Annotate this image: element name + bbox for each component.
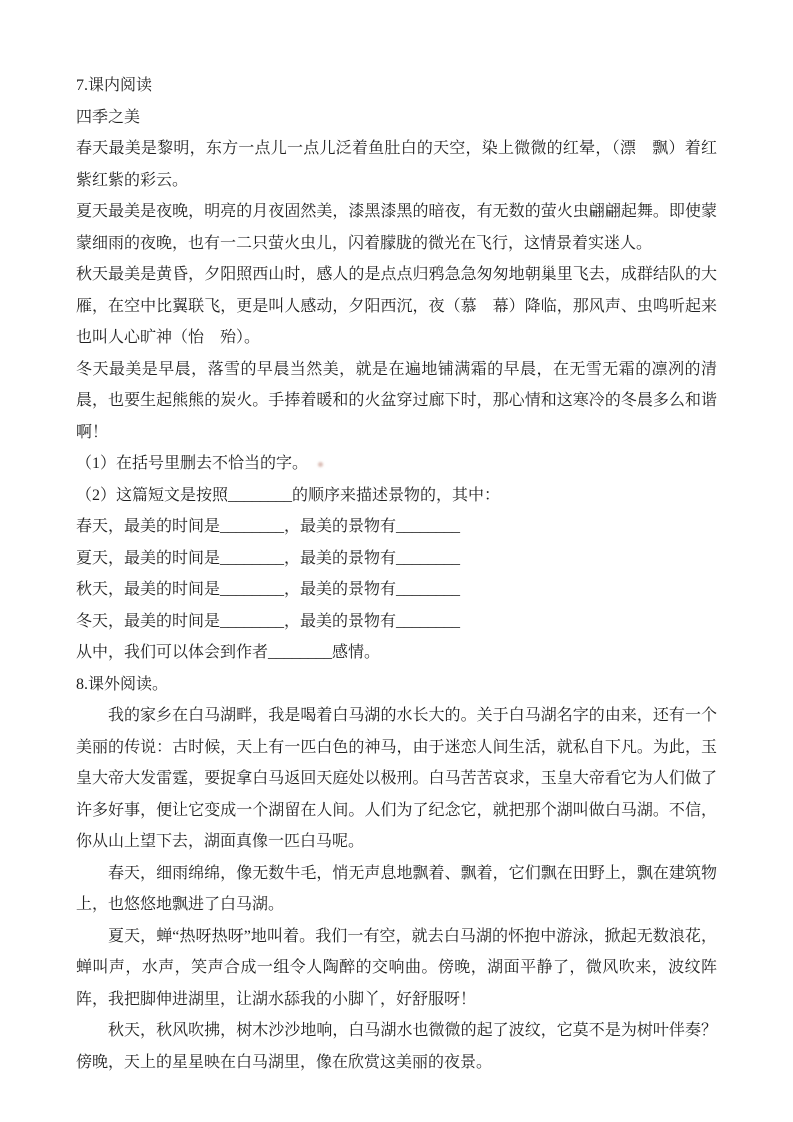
- section8-heading: 8.课外阅读。: [76, 675, 169, 693]
- passage-paragraph-winter: 冬天最美是早晨，落雪的早晨当然美，就是在遍地铺满霜的早晨，在无雪无霜的凛冽的清晨，也要生起熊熊的炭火。手捧着暖和的火盆穿过廊下时，那心情和这寒冷的冬晨多么和谐啊！: [76, 360, 717, 441]
- passage-paragraph-autumn: 秋天最美是黄昏，夕阳照西山时，感人的是点点归鸦急急匆匆地朝巢里飞去，成群结队的大雁，在空中比翼联飞，更是叫人感动，夕阳西沉，夜（慕 幕）降临，那风声、虫鸣听起来也叫人心旷神（怡 殆）。: [76, 266, 717, 346]
- lake-paragraph-autumn: 秋天，秋风吹拂，树木沙沙地响，白马湖水也微微的起了波纹，它莫不是为树叶伴奏？傍晚，天上的星星映在白马湖里，像在欣赏这美丽的夜景。: [76, 1022, 717, 1071]
- passage-title: 四季之美: [76, 108, 141, 126]
- blank-line-spring: 春天，最美的时间是________，最美的景物有________: [76, 518, 461, 535]
- lake-paragraph-legend: 我的家乡在白马湖畔，我是喝着白马湖的水长大的。关于白马湖名字的由来，还有一个美丽的传说：古时候，天上有一匹白色的神马，由于迷恋人间生活，就私自下凡。为此，玉皇大帝大发雷霆，要捉拿白马返回天庭处以极刑。白马苦苦哀求，玉皇大帝看它为人们做了许多好事，便让它变成一个湖留在人间。人们为了纪念它，就把那个湖叫做白马湖。不信，你从山上望下去，湖面真像一匹白马呢。: [76, 707, 717, 850]
- passage-paragraph-summer: 夏天最美是夜晚，明亮的月夜固然美，漆黑漆黑的暗夜，有无数的萤火虫翩翩起舞。即使蒙蒙细雨的夜晚，也有一二只萤火虫儿，闪着朦胧的微光在飞行，这情景着实迷人。: [76, 203, 717, 252]
- question-1-text: （1）在括号里删去不恰当的字。: [76, 455, 309, 472]
- section7-heading: 7.课内阅读: [76, 77, 153, 94]
- lake-paragraph-summer: 夏天，蝉“热呀热呀”地叫着。我们一有空，就去白马湖的怀抱中游泳，掀起无数浪花，蝉叫声，水声，笑声合成一组令人陶醉的交响曲。傍晚，湖面平静了，微风吹来，波纹阵阵，我把脚伸进湖里，让湖水舔我的小脚丫，好舒服呀！: [76, 927, 717, 1008]
- question-1-row: [76, 448, 717, 480]
- blank-line-autumn: 秋天，最美的时间是________，最美的景物有________: [76, 581, 461, 598]
- blank-line-summer: 夏天，最美的时间是________，最美的景物有________: [76, 549, 461, 567]
- lake-paragraph-spring: 春天，细雨绵绵，像无数牛毛，悄无声息地飘着、飘着，它们飘在田野上，飘在建筑物上，也悠悠地飘进了白马湖。: [76, 864, 717, 913]
- stray-red-mark: [318, 462, 323, 467]
- question-2-text: （2）这篇短文是按照________的顺序来描述景物的，其中：: [76, 486, 501, 504]
- passage-paragraph-spring: 春天最美是黎明，东方一点儿一点儿泛着鱼肚白的天空，染上微微的红晕，（漂 飘）着红紫红紫的彩云。: [76, 140, 717, 189]
- blank-line-winter: 冬天，最美的时间是________，最美的景物有________: [76, 612, 461, 630]
- summary-blank-line: 从中，我们可以体会到作者________感情。: [76, 644, 381, 661]
